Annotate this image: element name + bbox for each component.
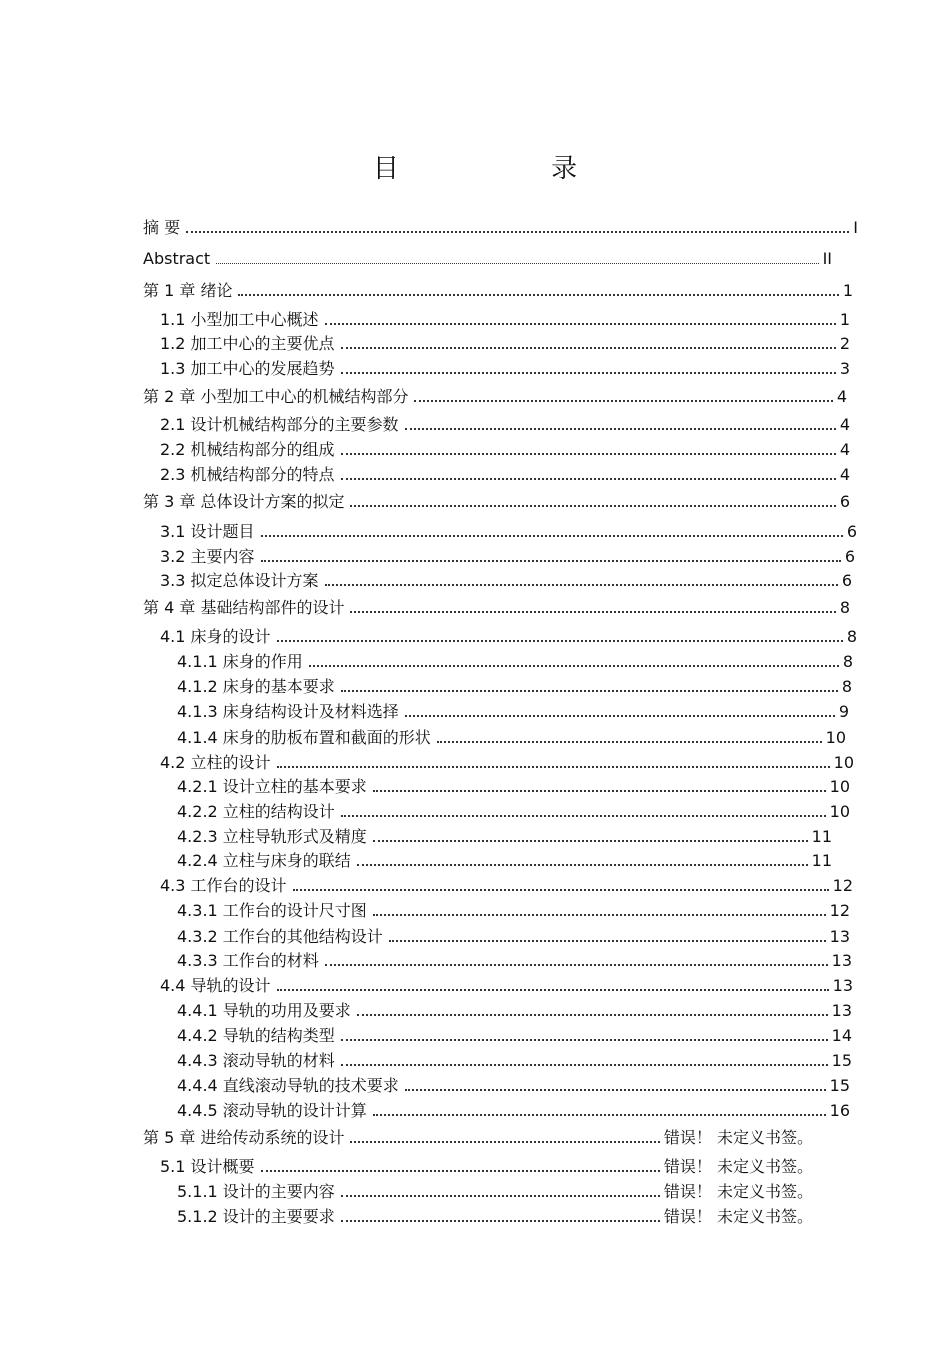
toc-leader-dots (341, 358, 836, 374)
toc-entry-label: 5.1.1 设计的主要内容 (177, 1182, 335, 1201)
toc-leader-dots (325, 309, 836, 325)
toc-entry-page: 错误！ 未定义书签。 (663, 1157, 813, 1176)
toc-leader-dots (238, 280, 838, 296)
toc-leader-dots (277, 626, 843, 642)
toc-entry-page: 10 (829, 777, 850, 796)
toc-leader-dots (341, 1181, 660, 1197)
toc-entry[interactable] (177, 776, 850, 797)
toc-entry-page: 错误！ 未定义书签。 (663, 1207, 813, 1226)
toc-entry[interactable] (160, 626, 857, 647)
toc-entry-label: 第 2 章 小型加工中心的机械结构部分 (143, 387, 409, 406)
page-title: 目 录 (372, 154, 650, 184)
toc-leader-dots (341, 1206, 660, 1222)
toc-entry[interactable] (177, 1000, 852, 1021)
toc-leader-dots (373, 1100, 826, 1116)
toc-leader-dots (373, 776, 826, 792)
toc-leader-dots (341, 333, 836, 349)
toc-entry-page: 错误！ 未定义书签。 (663, 1128, 813, 1147)
toc-entry-page: 3 (839, 359, 850, 378)
toc-entry[interactable] (143, 280, 853, 301)
toc-entry-label: 2.2 机械结构部分的组成 (160, 440, 335, 459)
toc-entry-label: 4.4.5 滚动导轨的设计计算 (177, 1101, 367, 1120)
toc-leader-dots (357, 850, 808, 866)
toc-entry[interactable] (177, 900, 850, 921)
toc-entry[interactable] (177, 1050, 852, 1071)
toc-entry-page: 6 (841, 571, 852, 590)
toc-entry-label: 3.2 主要内容 (160, 547, 255, 566)
toc-entry-page: 6 (844, 547, 855, 566)
toc-entry-page: 错误！ 未定义书签。 (663, 1182, 813, 1201)
toc-entry-page: 8 (846, 627, 857, 646)
toc-entry-page: 1 (839, 310, 850, 329)
toc-entry-page: 13 (829, 927, 850, 946)
toc-entry[interactable] (177, 1100, 850, 1121)
toc-entry-label: 4.4.4 直线滚动导轨的技术要求 (177, 1076, 399, 1095)
toc-leader-dots (389, 926, 826, 942)
toc-entry-page: 10 (833, 753, 854, 772)
toc-entry-page: 13 (831, 1001, 852, 1020)
toc-entry-page: 11 (811, 851, 832, 870)
toc-entry[interactable] (160, 439, 850, 460)
toc-entry[interactable] (160, 521, 857, 542)
toc-entry-label: 5.1.2 设计的主要要求 (177, 1207, 335, 1226)
toc-entry-page: 10 (829, 802, 850, 821)
toc-entry[interactable] (160, 752, 854, 773)
toc-leader-dots (341, 676, 838, 692)
toc-leader-dots (341, 801, 826, 817)
toc-entry-label: 第 4 章 基础结构部件的设计 (143, 598, 345, 617)
toc-entry-label: 4.4.1 导轨的功用及要求 (177, 1001, 351, 1020)
toc-entry-page: 13 (831, 951, 852, 970)
toc-entry[interactable] (160, 464, 850, 485)
toc-entry-label: 4.2.3 立柱导轨形式及精度 (177, 827, 367, 846)
toc-entry-label: 1.2 加工中心的主要优点 (160, 334, 335, 353)
toc-entry[interactable] (177, 950, 852, 971)
toc-entry-label: 4.3.1 工作台的设计尺寸图 (177, 901, 367, 920)
toc-entry[interactable] (177, 850, 832, 871)
toc-leader-dots (405, 414, 836, 430)
toc-entry-label: 1.3 加工中心的发展趋势 (160, 359, 335, 378)
toc-leader-dots (325, 950, 828, 966)
toc-entry[interactable] (160, 546, 855, 567)
toc-entry-label: 3.3 拟定总体设计方案 (160, 571, 319, 590)
toc-leader-dots (405, 1075, 826, 1091)
toc-entry[interactable] (143, 386, 847, 407)
toc-entry[interactable] (160, 333, 850, 354)
toc-entry-page: 6 (846, 522, 857, 541)
toc-entry[interactable] (177, 651, 853, 672)
toc-leader-dots (277, 752, 830, 768)
toc-leader-dots (186, 217, 849, 233)
toc-leader-dots (341, 464, 836, 480)
toc-entry-page: 4 (839, 465, 850, 484)
toc-entry-label: 摘 要 (143, 218, 181, 237)
toc-entry[interactable] (160, 358, 850, 379)
toc-entry-page: 10 (825, 728, 846, 747)
toc-entry-label: 4.1.2 床身的基本要求 (177, 677, 335, 696)
toc-leader-dots (350, 491, 835, 507)
toc-leader-dots (373, 900, 826, 916)
toc-leader-dots (341, 439, 836, 455)
toc-entry[interactable] (177, 801, 850, 822)
toc-leader-dots (414, 386, 832, 402)
toc-entry-label: 第 3 章 总体设计方案的拟定 (143, 492, 345, 511)
toc-leader-dots (261, 546, 841, 562)
toc-entry[interactable] (143, 217, 858, 238)
toc-entry[interactable] (143, 597, 850, 618)
toc-entry[interactable] (160, 1156, 813, 1177)
toc-entry[interactable] (160, 975, 853, 996)
toc-entry-label: 4.2.1 设计立柱的基本要求 (177, 777, 367, 796)
toc-entry-label: 4.3 工作台的设计 (160, 876, 287, 895)
toc-entry-label: 3.1 设计题目 (160, 522, 255, 541)
toc-entry[interactable] (177, 1025, 852, 1046)
toc-entry-page: 12 (829, 901, 850, 920)
toc-entry-page: 8 (839, 598, 850, 617)
toc-entry-page: 12 (832, 876, 853, 895)
toc-entry-page: 9 (838, 702, 849, 721)
toc-entry-label: 4.4.3 滚动导轨的材料 (177, 1051, 335, 1070)
toc-entry-page: 13 (832, 976, 853, 995)
toc-entry-label: Abstract (143, 249, 211, 268)
toc-entry-label: 4.1 床身的设计 (160, 627, 271, 646)
toc-entry-label: 第 5 章 进给传动系统的设计 (143, 1128, 345, 1147)
toc-entry-page: 15 (829, 1076, 850, 1095)
toc-leader-dots (325, 570, 838, 586)
toc-leader-dots (437, 727, 822, 743)
toc-entry-label: 4.4.2 导轨的结构类型 (177, 1026, 335, 1045)
toc-leader-dots (373, 826, 808, 842)
toc-entry-label: 4.3.3 工作台的材料 (177, 951, 319, 970)
toc-leader-dots (277, 975, 829, 991)
toc-entry[interactable] (177, 1075, 850, 1096)
toc-entry-label: 4.3.2 工作台的其他结构设计 (177, 927, 383, 946)
toc-entry[interactable] (177, 701, 849, 722)
toc-entry-label: 4.1.1 床身的作用 (177, 652, 303, 671)
toc-leader-dots (350, 1127, 659, 1143)
toc-leader-dots (216, 249, 818, 264)
toc-entry-label: 4.2.4 立柱与床身的联结 (177, 851, 351, 870)
toc-entry-label: 2.3 机械结构部分的特点 (160, 465, 335, 484)
toc-entry-label: 第 1 章 绪论 (143, 281, 233, 300)
toc-entry-page: 11 (811, 827, 832, 846)
toc-entry-page: 4 (836, 387, 847, 406)
toc-entry-page: 2 (839, 334, 850, 353)
toc-entry-label: 4.2.2 立柱的结构设计 (177, 802, 335, 821)
toc-entry-page: I (853, 218, 858, 237)
toc-entry-label: 2.1 设计机械结构部分的主要参数 (160, 415, 399, 434)
toc-entry[interactable] (160, 875, 853, 896)
toc-entry[interactable] (177, 727, 846, 748)
toc-entry[interactable] (160, 309, 850, 330)
toc-entry-label: 4.1.4 床身的肋板布置和截面的形状 (177, 728, 431, 747)
toc-leader-dots (261, 1156, 660, 1172)
toc-entry-page: 16 (829, 1101, 850, 1120)
toc-entry[interactable] (160, 570, 852, 591)
toc-leader-dots (341, 1050, 828, 1066)
toc-entry[interactable] (143, 249, 832, 269)
toc-leader-dots (293, 875, 829, 891)
toc-entry-page: 6 (839, 492, 850, 511)
toc-entry[interactable] (143, 491, 850, 512)
toc-entry-label: 4.2 立柱的设计 (160, 753, 271, 772)
toc-entry[interactable] (177, 1181, 813, 1202)
toc-entry-page: 8 (842, 652, 853, 671)
toc-entry[interactable] (160, 414, 850, 435)
toc-entry[interactable] (143, 1127, 813, 1148)
toc-leader-dots (357, 1000, 828, 1016)
toc-entry-page: 15 (831, 1051, 852, 1070)
toc-entry-label: 4.1.3 床身结构设计及材料选择 (177, 702, 399, 721)
toc-entry-page: II (822, 249, 832, 268)
toc-entry-page: 4 (839, 415, 850, 434)
toc-entry[interactable] (177, 1206, 813, 1227)
toc-leader-dots (405, 701, 835, 717)
toc-entry-label: 4.4 导轨的设计 (160, 976, 271, 995)
toc-entry-page: 1 (842, 281, 853, 300)
toc-entry-label: 5.1 设计概要 (160, 1157, 255, 1176)
toc-entry-page: 4 (839, 440, 850, 459)
toc-leader-dots (350, 597, 835, 613)
toc-entry-label: 1.1 小型加工中心概述 (160, 310, 319, 329)
toc-leader-dots (261, 521, 843, 537)
toc-leader-dots (341, 1025, 828, 1041)
toc-entry[interactable] (177, 826, 832, 847)
toc-leader-dots (309, 651, 839, 667)
toc-entry-page: 8 (841, 677, 852, 696)
toc-entry[interactable] (177, 926, 850, 947)
toc-entry-page: 14 (831, 1026, 852, 1045)
toc-entry[interactable] (177, 676, 852, 697)
